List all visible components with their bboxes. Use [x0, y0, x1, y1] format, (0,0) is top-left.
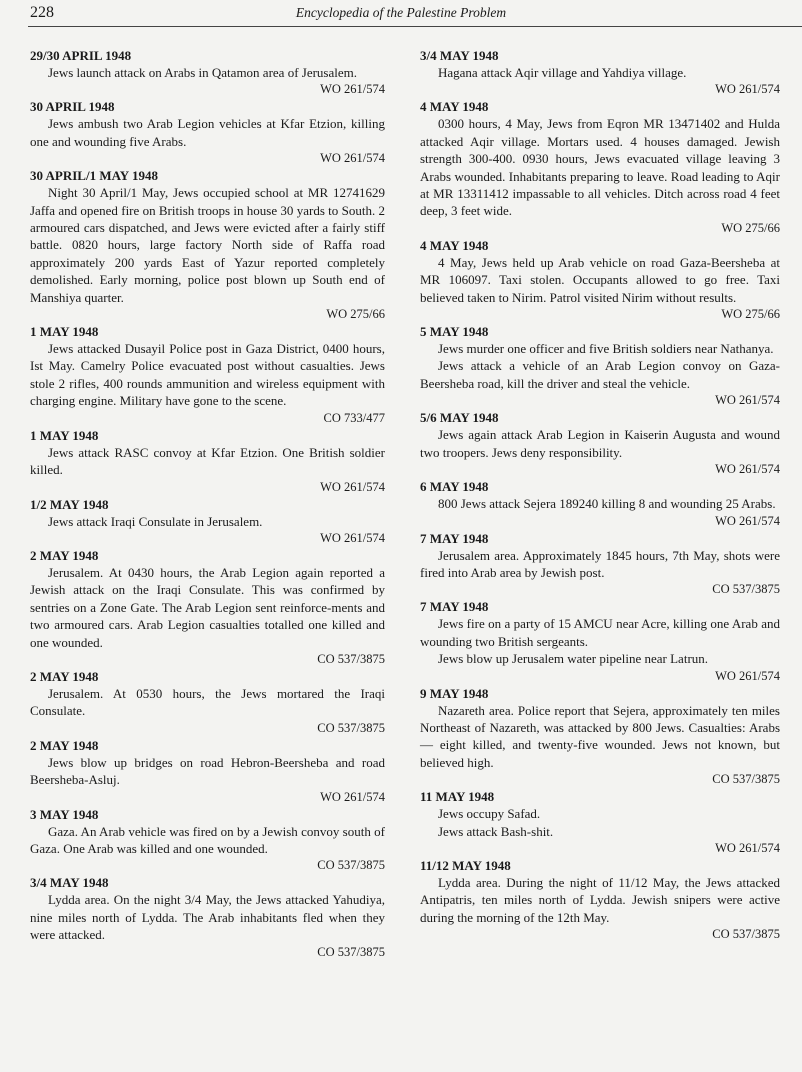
- entry-text: Jews attacked Dusayil Police post in Gaza District, 0400 hours, Ist May. Camelry Police evacuated post without casualties. Jews stole 2 rifles, 400 rounds ammunition and wireless equipment with charging engine. Military have gone to the scene.: [30, 341, 385, 409]
- entry-text: Lydda area. On the night 3/4 May, the Jews attacked Yahudiya, nine miles north of Lydda. The Arab inhabitants fled when they were attacked.: [30, 892, 385, 943]
- archive-reference: WO 261/574: [320, 530, 385, 545]
- chronology-entry: [420, 478, 780, 529]
- archive-reference: WO 261/574: [715, 513, 780, 528]
- entry-text: Jews launch attack on Arabs in Qatamon area of Jerusalem.: [48, 65, 358, 80]
- entry-text: Gaza. An Arab vehicle was fired on by a Jewish convoy south of Gaza. One Arab was killed and one wounded.: [30, 823, 385, 856]
- entry-date: 5/6 MAY 1948: [420, 410, 499, 426]
- chronology-entry: [420, 47, 780, 98]
- entry-date: 3/4 MAY 1948: [420, 48, 499, 63]
- archive-reference: CO 537/3875: [317, 944, 385, 959]
- entry-text: 0300 hours, 4 May, Jews from Eqron MR 13471402 and Hulda attacked Aqir village. Mortars used. 4 houses damaged. Jewish strength 300-400. 0930 hours, Jews evacuated village leaving 3 Arabs wounded. Inhabitants preparing to leave. Road leading to Aqir at MR 13311412 impassable to all vehicles. Ditch across road 4 feet deep, 3 feet wide.: [420, 116, 780, 219]
- archive-reference: CO 537/3875: [712, 772, 780, 787]
- entry-text: Jerusalem area. Approximately 1845 hours, 7th May, shots were fired into Arab area by Jewish post.: [420, 547, 780, 580]
- left-column: [30, 47, 385, 961]
- entry-text: Lydda area. During the night of 11/12 May, the Jews attacked Antipatris, ten miles north of Lydda. Jewish snipers were active during the morning of the 12th May.: [420, 874, 780, 925]
- archive-reference: WO 261/574: [715, 82, 780, 97]
- entry-text: Jews attack a vehicle of an Arab Legion convoy on Gaza-Beersheba road, kill the driver and steal the vehicle.: [420, 358, 780, 391]
- entry-text: Jews blow up Jerusalem water pipeline near Latrun.: [438, 651, 709, 667]
- entry-date: 30 APRIL 1948: [30, 99, 115, 115]
- chronology-entry: [420, 788, 780, 857]
- entry-text: 4 May, Jews held up Arab vehicle on road Gaza-Beersheba at MR 106097. Taxi stolen. Occupants allowed to go free. Taxi believed taken to Nirim. Patrol visited Nirim without results.: [420, 254, 780, 305]
- entry-date: 2 MAY 1948: [30, 737, 99, 753]
- chronology-entry: [30, 47, 385, 98]
- entry-text: Jews attack Iraqi Consulate in Jerusalem.: [48, 513, 263, 529]
- entry-date: 29/30 APRIL 1948: [30, 48, 132, 63]
- archive-reference: WO 275/66: [326, 307, 385, 322]
- chronology-entry: [30, 737, 385, 806]
- entry-date: 7 MAY 1948: [420, 599, 489, 615]
- chronology-entry: [420, 98, 780, 236]
- archive-reference: CO 537/3875: [317, 858, 385, 873]
- entry-date: 5 MAY 1948: [420, 324, 489, 340]
- archive-reference: WO 261/574: [715, 393, 780, 408]
- archive-reference: CO 733/477: [323, 410, 385, 425]
- entry-text: Jews murder one officer and five British soldiers near Nathanya.: [438, 341, 774, 357]
- chronology-entry: [420, 237, 780, 323]
- chronology-entry: [30, 98, 385, 167]
- entry-date: 3 MAY 1948: [30, 806, 99, 822]
- chronology-entry: [420, 323, 780, 409]
- chronology-entry: [30, 323, 385, 427]
- entry-text: Jews again attack Arab Legion in Kaiserin Augusta and wound two troopers. Jews deny responsibility.: [420, 427, 780, 460]
- entry-date: 4 MAY 1948: [420, 237, 489, 253]
- archive-reference: WO 275/66: [721, 307, 780, 322]
- entry-date: 4 MAY 1948: [420, 99, 489, 115]
- archive-reference: CO 537/3875: [317, 720, 385, 735]
- entry-date: 2 MAY 1948: [30, 547, 99, 563]
- entry-text: 800 Jews attack Sejera 189240 killing 8 and wounding 25 Arabs.: [438, 496, 776, 512]
- archive-reference: WO 261/574: [715, 668, 780, 683]
- chronology-entry: [30, 496, 385, 547]
- chronology-entry: [420, 530, 780, 599]
- chronology-entry: [420, 857, 780, 943]
- chronology-entry: [30, 874, 385, 960]
- archive-reference: WO 275/66: [721, 220, 780, 235]
- archive-reference: CO 537/3875: [317, 651, 385, 666]
- entry-text: Night 30 April/1 May, Jews occupied school at MR 12741629 Jaffa and opened fire on British troops in house 30 yards to South. 2 armoured cars dispatched, and Jews were evicted after a fairly stiff battle. 0820 hours, large factory North side of Raffa road approximately 200 yards East of Yazur reported completely demolished. Early morning, police post blown up South end of Manshiya quarter.: [30, 185, 385, 305]
- entry-date: 11 MAY 1948: [420, 789, 495, 805]
- archive-reference: WO 261/574: [715, 462, 780, 477]
- archive-reference: WO 261/574: [320, 82, 385, 97]
- chronology-entry: [30, 167, 385, 323]
- entry-date: 11/12 MAY 1948: [420, 857, 511, 873]
- chronology-entry: [30, 427, 385, 496]
- chronology-entry: [30, 668, 385, 737]
- chronology-entry: [420, 685, 780, 789]
- entry-date: 1/2 MAY 1948: [30, 496, 109, 512]
- entry-date: 7 MAY 1948: [420, 530, 489, 546]
- entry-date: 9 MAY 1948: [420, 685, 489, 701]
- chronology-entry: [420, 409, 780, 478]
- entry-date: 2 MAY 1948: [30, 668, 99, 684]
- entry-text: Jews occupy Safad.: [438, 806, 541, 822]
- entry-text: Jews attack RASC convoy at Kfar Etzion. One British soldier killed.: [30, 444, 385, 478]
- chronology-entry: [30, 547, 385, 668]
- archive-reference: WO 261/574: [320, 479, 385, 494]
- archive-reference: CO 537/3875: [712, 582, 780, 597]
- entry-text: Jews blow up bridges on road Hebron-Beersheba and road Beersheba-Asluj.: [30, 754, 385, 788]
- archive-reference: WO 261/574: [320, 789, 385, 804]
- entry-text: Hagana attack Aqir village and Yahdiya village.: [438, 65, 687, 80]
- chronology-entry: [30, 806, 385, 875]
- archive-reference: WO 261/574: [320, 151, 385, 166]
- archive-reference: CO 537/3875: [712, 927, 780, 942]
- archive-reference: WO 261/574: [715, 840, 780, 855]
- entry-text: Jews attack Bash-shit.: [438, 823, 554, 839]
- entry-text: Nazareth area. Police report that Sejera, approximately ten miles Northeast of Nazareth, was attacked by 800 Jews. Casualties: Arabs — eight killed, and twenty-five wounded. Jews not known, but believed high.: [420, 702, 780, 770]
- entry-date: 30 APRIL/1 MAY 1948: [30, 168, 158, 184]
- entry-date: 3/4 MAY 1948: [30, 875, 109, 891]
- entry-text: Jews fire on a party of 15 AMCU near Acre, killing one Arab and wounding two British sergeants.: [420, 616, 780, 649]
- entry-date: 1 MAY 1948: [30, 427, 99, 443]
- entry-date: 1 MAY 1948: [30, 324, 99, 340]
- running-title: Encyclopedia of the Palestine Problem: [295, 5, 507, 20]
- header-rule: [28, 26, 802, 27]
- entry-text: Jerusalem. At 0530 hours, the Jews mortared the Iraqi Consulate.: [30, 685, 385, 719]
- entry-date: 6 MAY 1948: [420, 479, 489, 495]
- page-header: [0, 0, 802, 30]
- right-column: [420, 47, 780, 943]
- page-number: 228: [30, 4, 54, 21]
- entry-text: Jews ambush two Arab Legion vehicles at Kfar Etzion, killing one and wounding five Arabs.: [30, 116, 385, 149]
- chronology-entry: [420, 598, 780, 684]
- entry-text: Jerusalem. At 0430 hours, the Arab Legion again reported a Jewish attack on the Iraqi Consulate. This was confirmed by sentries on a Zone Gate. The Arab Legion sent reinforce-ments and two armoured cars. Arab Legion casualties totalled one killed and one wounded.: [30, 564, 385, 650]
